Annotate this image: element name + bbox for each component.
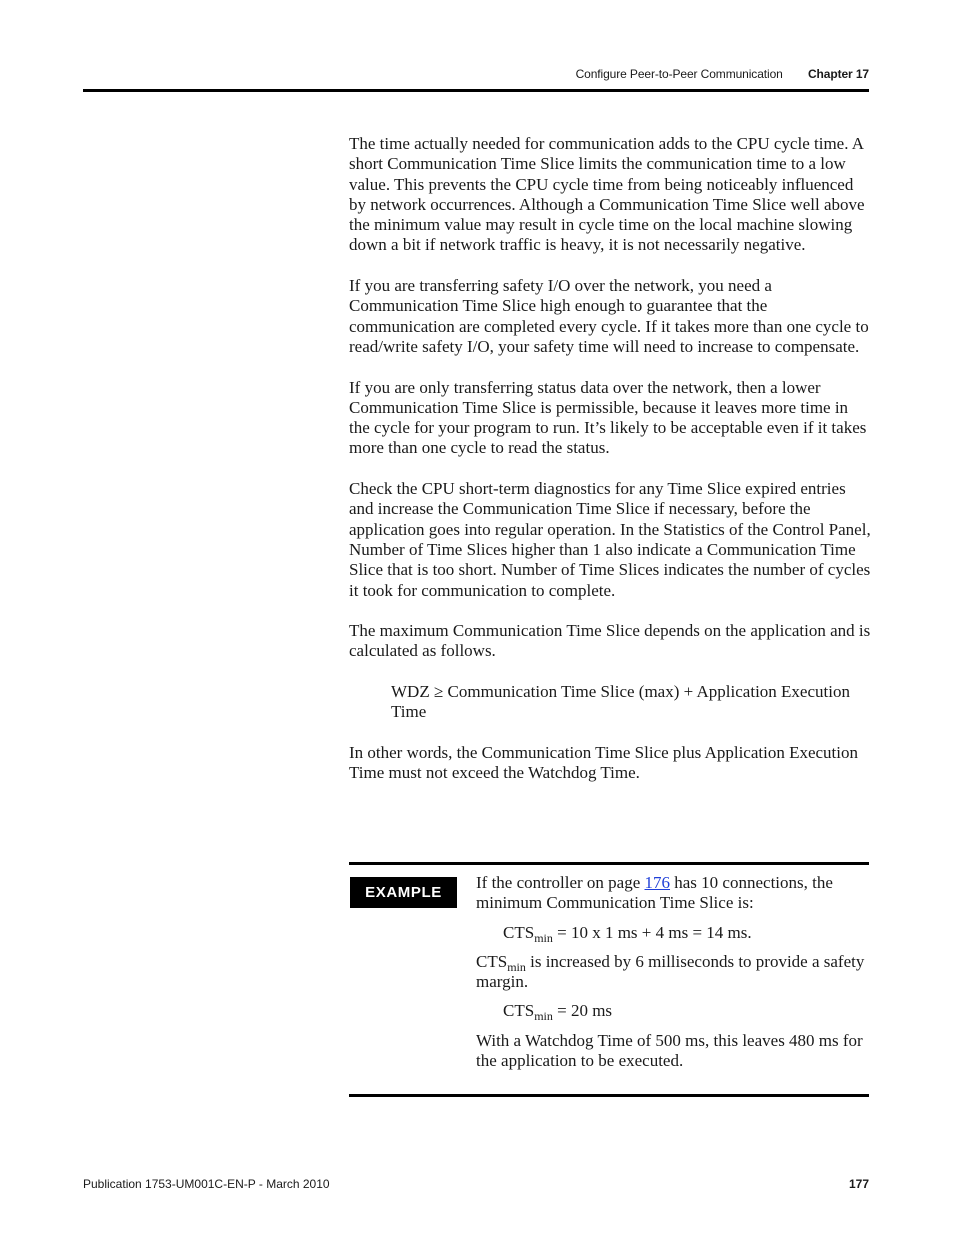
calc-line-1 [476,923,871,943]
page-header [576,67,869,81]
paragraph: If you are transferring safety I/O over the network, you need a Communication Time Slice high enough to guarantee that the communication are completed every cycle. If it takes more than one cycle to read/write safety I/O, your safety time will need to increase to compensate. [349,276,869,356]
body-text [349,134,871,804]
increase-text: is increased by 6 milliseconds to provide a safety margin. [476,951,865,992]
example-top-rule [349,862,869,865]
cts-label: CTS [503,922,535,942]
calc-1-text: = 10 x 1 ms + 4 ms = 14 ms. [552,922,752,942]
cts-subscript: min [534,1009,553,1024]
example-intro [476,873,871,914]
calc-line-2 [476,1001,871,1024]
calc-2-text: = 20 ms [552,1001,613,1021]
paragraph: The time actually needed for communication adds to the CPU cycle time. A short Communication Time Slice limits the communication time to a low value. This prevents the CPU cycle time from being noticeably influenced by network occurrences. Although a Communication Time Slice well above the minimum value may result in cycle time on the local machine slowing down a bit if network traffic is heavy, it is not necessarily negative. [349,134,865,255]
page-link[interactable]: 176 [644,873,671,892]
formula: WDZ ≥ Communication Time Slice (max) + Application Execution Time [391,682,850,722]
example-badge: EXAMPLE [350,877,457,908]
cts-subscript: min [507,959,526,974]
paragraph: Check the CPU short-term diagnostics for any Time Slice expired entries and increase the Communication Time Slice if necessary, before the application goes into regular operation. In the Statistics of the Control Panel, Number of Time Slices higher than 1 also indicate a Communication Time Slice that is too short. Number of Time Slices indicates the number of cycles it took for communication to complete. [349,479,871,600]
footer-publication: Publication 1753-UM001C-EN-P - March 2010 [83,1177,330,1191]
cts-label: CTS [503,1001,535,1021]
paragraph: If you are only transferring status data over the network, then a lower Communication Time Slice is permissible, because it leaves more time in the cycle for your program to run. It’s likely to be acceptable even if it takes more than one cycle to read the status. [349,377,867,458]
example-content [476,873,871,1080]
header-section-title: Configure Peer-to-Peer Communication [575,67,783,81]
example-bottom-rule [349,1094,869,1097]
footer-page-number: 177 [848,1177,869,1191]
example-conclusion: With a Watchdog Time of 500 ms, this leaves 480 ms for the application to be executed. [476,1030,863,1071]
cts-subscript: min [534,930,553,945]
header-rule [83,89,869,92]
paragraph: In other words, the Communication Time Slice plus Application Execution Time must not exceed the Watchdog Time. [349,742,859,783]
example-intro-text: If the controller on page [476,873,645,892]
cts-label: CTS [476,951,508,971]
example-intro-text-end: has 10 connections, the minimum Communication Time Slice is: [476,873,833,913]
header-chapter: Chapter 17 [807,67,869,81]
increase-line [476,952,871,993]
paragraph: The maximum Communication Time Slice depends on the application and is calculated as follows. [349,621,871,661]
example-box [349,862,869,1098]
